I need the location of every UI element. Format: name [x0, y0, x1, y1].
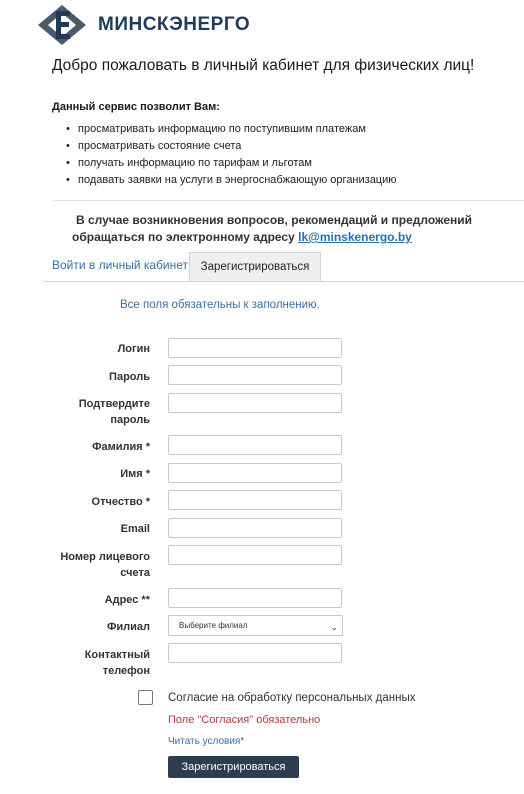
- service-intro: Данный сервис позволит Вам:: [52, 101, 220, 113]
- surname-label: Фамилия *: [92, 441, 150, 453]
- email-input[interactable]: [168, 518, 342, 538]
- tab-divider: [44, 281, 524, 282]
- contact-prefix: обращаться по электронному адресу: [72, 230, 295, 244]
- phone-input[interactable]: [168, 643, 342, 663]
- phone-label-line2: телефон: [102, 665, 150, 677]
- phone-label: [0, 647, 150, 679]
- divider: [52, 200, 524, 201]
- confirm-password-label-line2: пароль: [110, 414, 150, 426]
- address-input[interactable]: [168, 588, 342, 608]
- register-button[interactable]: Зарегистрироваться: [168, 756, 299, 778]
- feature-item: • получать информацию по тарифам и льготам: [66, 155, 397, 172]
- email-label: Email: [120, 523, 150, 535]
- terms-link[interactable]: Читать условия*: [168, 736, 245, 747]
- address-label: Адрес **: [104, 594, 150, 606]
- password-label: Пароль: [109, 371, 150, 383]
- account-number-input[interactable]: [168, 545, 342, 565]
- contact-text: В случае возникновения вопросов, рекомендаций и предложений: [75, 213, 473, 227]
- feature-item: • просматривать информацию по поступившим платежам: [66, 121, 397, 138]
- page-title: Добро пожаловать в личный кабинет для физических лиц!: [52, 57, 475, 74]
- feature-list: [66, 121, 397, 189]
- surname-input[interactable]: [168, 435, 342, 455]
- account-number-label-line2: счета: [120, 567, 150, 579]
- account-number-label: [0, 549, 150, 581]
- chevron-down-icon: ⌄: [330, 622, 338, 632]
- branch-label: Филиал: [106, 621, 150, 633]
- feature-item: • подавать заявки на услуги в энергоснабжающую организацию: [66, 172, 397, 189]
- minskenergo-logo-icon: [36, 3, 88, 47]
- first-name-input[interactable]: [168, 463, 342, 483]
- tab-login[interactable]: Войти в личный кабинет: [52, 258, 189, 272]
- required-note: Все поля обязательны к заполнению.: [120, 299, 320, 311]
- password-input[interactable]: [168, 365, 342, 385]
- login-label: Логин: [117, 343, 150, 355]
- confirm-password-input[interactable]: [168, 393, 342, 413]
- patronymic-label: Отчество *: [91, 496, 150, 508]
- phone-label-line1: Контактный: [84, 649, 150, 661]
- brand-name: МИНСКЭНЕРГО: [98, 14, 251, 35]
- feature-item: • просматривать состояние счета: [66, 138, 397, 155]
- branch-select[interactable]: [168, 615, 343, 636]
- confirm-password-label-line1: Подтвердите: [78, 398, 150, 410]
- contact-text-line2: [72, 230, 412, 244]
- consent-label: Согласие на обработку персональных данных: [168, 692, 416, 704]
- confirm-password-label: [0, 396, 150, 428]
- tab-register[interactable]: Зарегистрироваться: [189, 252, 321, 282]
- patronymic-input[interactable]: [168, 490, 342, 510]
- login-input[interactable]: [168, 338, 342, 358]
- support-email-link[interactable]: lk@minskenergo.by: [298, 230, 412, 244]
- account-number-label-line1: Номер лицевого: [60, 551, 150, 563]
- consent-error: Поле "Согласия" обязательно: [168, 714, 321, 726]
- consent-checkbox[interactable]: [138, 690, 153, 705]
- branch-select-value: Выберите филиал: [179, 621, 248, 630]
- first-name-label: Имя *: [120, 468, 150, 480]
